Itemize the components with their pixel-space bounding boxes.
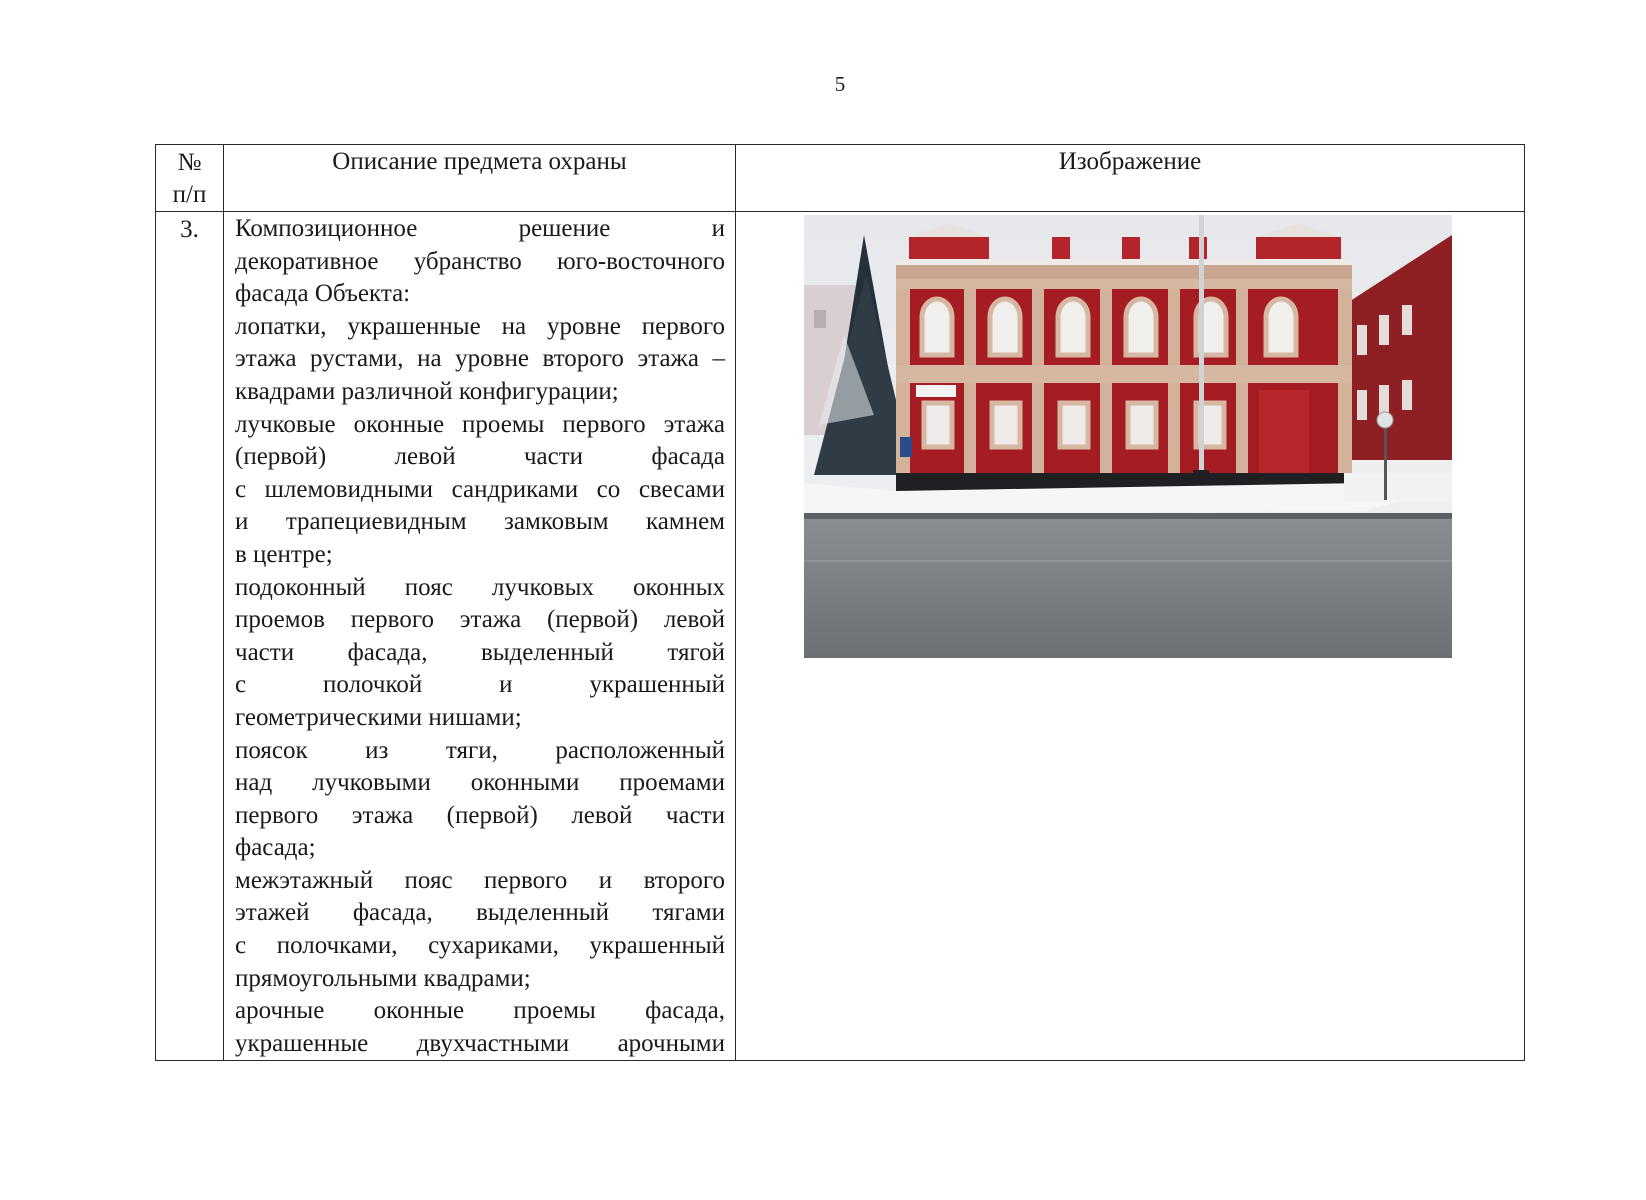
desc-line: арочные оконные проемы фасада,	[235, 997, 725, 1025]
desc-line: лучковые оконные проемы первого этажа	[235, 410, 725, 438]
desc-line: этажа рустами, на уровне второго этажа –	[235, 345, 725, 373]
desc-line: декоративное убранство юго-восточного	[235, 247, 725, 275]
protection-table	[155, 144, 1525, 1061]
desc-line: в центре;	[235, 540, 333, 568]
desc-line: с полочками, сухариками, украшенный	[235, 932, 725, 960]
page-number: 5	[834, 72, 846, 96]
header-num-line-1: №	[177, 149, 202, 176]
desc-line: первого этажа (первой) левой части	[235, 801, 725, 829]
desc-line: части фасада, выделенный тягой	[235, 638, 725, 666]
desc-line: поясок из тяги, расположенный	[235, 736, 725, 764]
desc-line: (первой) левой части фасада	[235, 443, 725, 471]
desc-line: квадрами различной конфигурации;	[235, 377, 619, 405]
desc-line: геометрическими нишами;	[235, 703, 522, 731]
desc-line: прямоугольными квадрами;	[235, 964, 531, 992]
header-image: Изображение	[736, 145, 1525, 212]
desc-line: подоконный пояс лучковых оконных	[235, 573, 725, 601]
desc-line: фасада Объекта:	[235, 280, 411, 308]
image-cell	[736, 212, 1525, 1061]
desc-line: с шлемовидными сандриками со свесами	[235, 475, 725, 503]
desc-line: этажей фасада, выделенный тягами	[235, 899, 725, 927]
table-header-row	[156, 145, 1525, 212]
desc-line: над лучковыми оконными проемами	[235, 769, 725, 797]
desc-line: проемов первого этажа (первой) левой	[235, 606, 725, 634]
desc-line: межэтажный пояс первого и второго	[235, 866, 725, 894]
header-description: Описание предмета охраны	[224, 145, 736, 212]
description-cell	[224, 212, 736, 1061]
table-row	[156, 212, 1525, 1061]
desc-line: лопатки, украшенные на уровне первого	[235, 312, 725, 340]
header-num-line-2: п/п	[172, 181, 207, 208]
building-photo	[804, 215, 1452, 658]
header-num	[156, 145, 224, 212]
desc-line: и трапециевидным замковым камнем	[235, 508, 725, 536]
desc-line: украшенные двухчастными арочными	[235, 1029, 725, 1057]
row-number: 3.	[156, 212, 224, 1061]
desc-line: с полочкой и украшенный	[235, 671, 725, 699]
desc-line: Композиционное решение и	[235, 215, 725, 242]
desc-line: фасада;	[235, 834, 316, 862]
